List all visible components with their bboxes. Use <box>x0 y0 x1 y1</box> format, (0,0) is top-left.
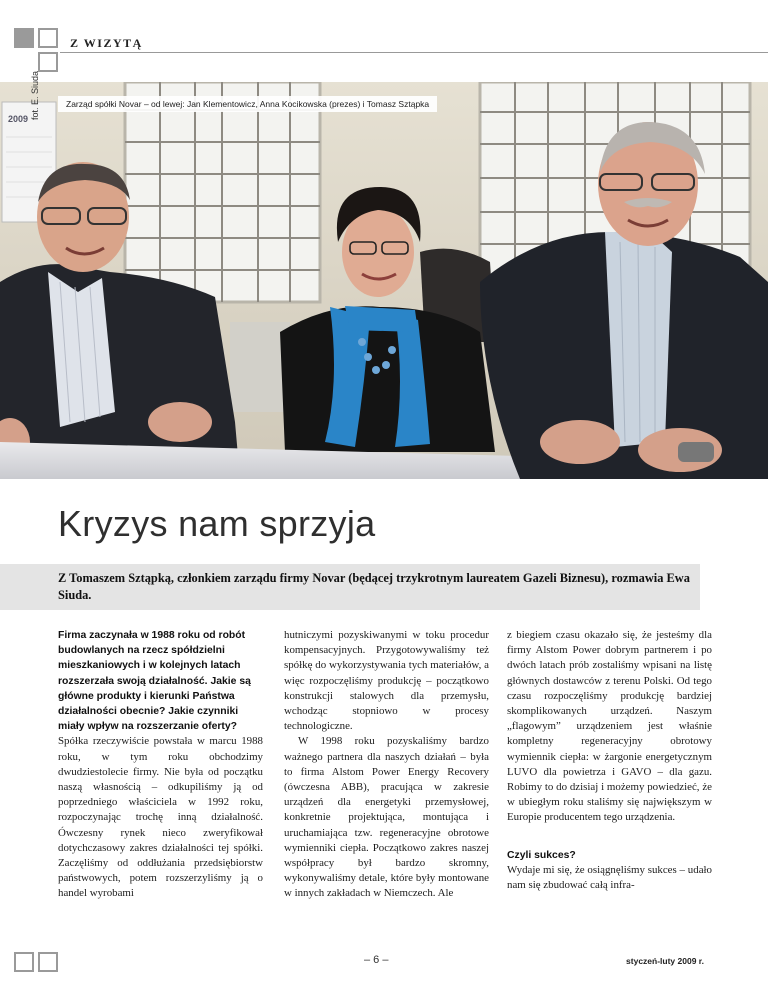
ornament-square-top-mid <box>38 28 58 48</box>
column-2 <box>284 628 489 902</box>
column-1 <box>58 628 263 902</box>
column-3-paragraph-1: z biegiem czasu okazało się, że jesteśmy dla firmy Alstom Power dobrym partnerem i po dwóch latach prób zostaliśmy wpisani na listę głównych dostawców z terenu Polski. Od tego czasu rozpoczęliśmy produkcję bardziej skomplikowanych urządzeń. Naszym „flagowym” urządzeniem jest właśnie kompletny regeneracyjny obrotowy wymiennik ciepła: w żargonie energetycznym LUVO dla powietrza i GAVO – dla gazu. Robimy to do dzisiaj i możemy powiedzieć, że w ubiegłym roku staliśmy się największym w Europie producentem tego urządzenia. <box>507 629 712 824</box>
ornament-square-top-low <box>38 52 58 72</box>
photo-caption: Zarząd spółki Novar – od lewej: Jan Klementowicz, Anna Kocikowska (prezes) i Tomasz Sztąpka <box>58 96 437 112</box>
photo-credit: fot. E. Siuda <box>30 70 40 120</box>
section-rule <box>60 52 768 53</box>
column-3 <box>507 628 712 893</box>
question-1: Firma zaczynała w 1988 roku od robót budowlanych na rzecz spółdzielni mieszkaniowych i w kolejnych latach rozszerzała swoją działalność. Jakie są główne produkty i kierunki Państwa działalności obecnie? Jakie czynniki miały wpływ na rozszerzanie oferty? <box>58 630 251 733</box>
photo <box>0 82 768 479</box>
ornament-square-bottom-right <box>38 952 58 972</box>
page-number: – 6 – <box>364 954 389 966</box>
answer-2: Wydaje mi się, że osiągnęliśmy sukces – udało nam się zbudować całą infra- <box>507 863 712 892</box>
article-title: Kryzys nam sprzyja <box>58 503 376 544</box>
window-left <box>125 82 320 302</box>
article-lead: Z Tomaszem Sztąpką, członkiem zarządu firmy Novar (będącej trzykrotnym laureatem Gazeli Biznesu), rozmawia Ewa Siuda. <box>58 571 690 602</box>
issue-date: styczeń-luty 2009 r. <box>626 956 704 966</box>
calendar-year: 2009 <box>8 114 29 124</box>
answer-1: Spółka rzeczywiście powstała w marcu 1988 roku, w tym roku obchodzimy dwudziestolecie firmy. Nie była od początku naszą własnością – odkupiliśmy ją od poprzedniego właściciela w 1992 roku, rozpoczynając trochę inną działalność. Ówczesny rynek nieco zweryfikował dotychczasowy zakres działalności tej spółki. Zaczęliśmy od oddłużania przedsiębiorstw państwowych, potem rozszerzyliśmy ją o handel wyrobami <box>58 735 263 900</box>
ornament-square-bottom-left <box>14 952 34 972</box>
ornament-square-top-left <box>14 28 34 48</box>
section-label: Z WIZYTĄ <box>70 36 143 50</box>
column-2-paragraph-1: hutniczymi pozyskiwanymi w toku procedur kompensacyjnych. Przygotowywaliśmy też spółkę do wykorzystywania tych materiałów, a więc rozpoczęliśmy produkcję – początkowo konstrukcji stalowych dla przemysłu, wchodząc stopniowo w procesy technologiczne. <box>284 629 489 733</box>
question-2: Czyli sukces? <box>507 849 576 861</box>
column-2-paragraph-2: W 1998 roku pozyskaliśmy bardzo ważnego partnera dla naszych działań – była to firma Alstom Power Energy Recovery (ówczesna ABB), pracująca w zakresie urządzeń dla energetyki przemysłowej, konkretnie projektująca, montująca i uruchamiająca tzw. regeneracyjne obrotowe wymienniki ciepła. Początkowo zakres naszej współpracy był bardzo skromny, wykonywaliśmy detale, które były montowane w innych zakładach w Niemczech. Ale <box>284 735 489 900</box>
photo-illustration <box>0 82 768 479</box>
